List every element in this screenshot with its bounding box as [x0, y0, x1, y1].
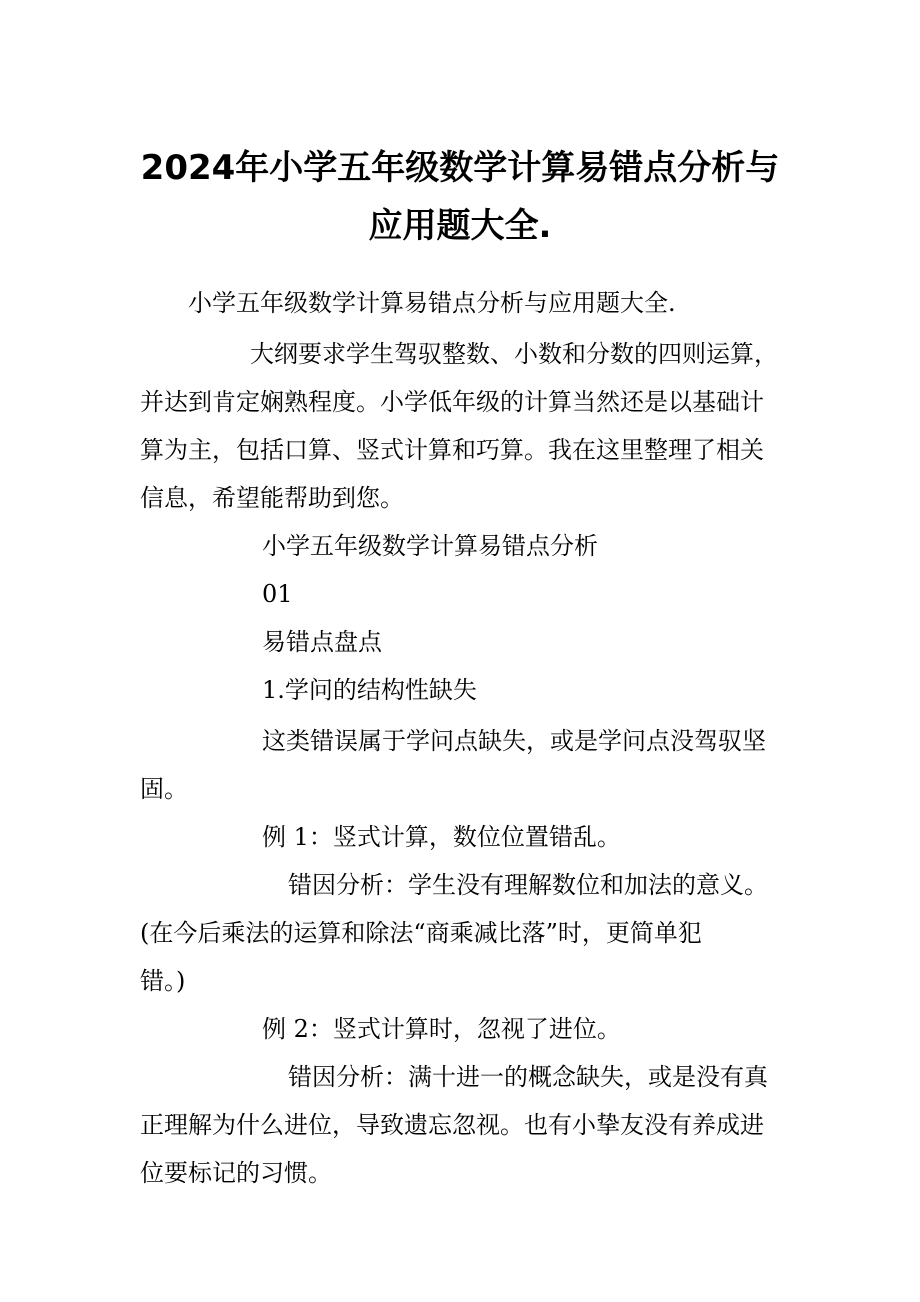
section-heading: 易错点盘点 — [262, 628, 382, 656]
document-title-line-1: 2024年小学五年级数学计算易错点分析与 — [140, 148, 780, 188]
intro-line-2: 并达到肯定娴熟程度。小学低年级的计算当然还是以基础计 — [140, 388, 764, 416]
intro-line-3: 算为主，包括口算、竖式计算和巧算。我在这里整理了相关 — [140, 436, 764, 464]
section-title: 小学五年级数学计算易错点分析 — [262, 532, 598, 560]
analysis-2-line-3: 位要标记的习惯。 — [140, 1159, 332, 1187]
item-1-description-line-2: 固。 — [140, 775, 188, 803]
item-1-description-line-1: 这类错误属于学问点缺失，或是学问点没驾驭坚 — [262, 727, 766, 755]
subtitle-paragraph: 小学五年级数学计算易错点分析与应用题大全. — [188, 289, 676, 317]
analysis-2-line-2: 正理解为什么进位，导致遗忘忽视。也有小挚友没有养成进 — [140, 1111, 764, 1139]
example-2: 例 2：竖式计算时，忽视了进位。 — [262, 1015, 621, 1043]
analysis-1-line-2: (在今后乘法的运算和除法“商乘减比落”时，更简单犯 — [140, 919, 702, 947]
example-1: 例 1：竖式计算，数位位置错乱。 — [262, 823, 621, 851]
item-1-title: 1.学问的结构性缺失 — [262, 676, 477, 704]
analysis-2-line-1: 错因分析：满十进一的概念缺失，或是没有真 — [288, 1063, 768, 1091]
analysis-1-line-1: 错因分析：学生没有理解数位和加法的意义。 — [288, 871, 768, 899]
intro-line-1: 大纲要求学生驾驭整数、小数和分数的四则运算， — [250, 340, 778, 368]
analysis-1-line-3: 错。) — [140, 967, 186, 995]
intro-line-4: 信息，希望能帮助到您。 — [140, 484, 404, 512]
document-title-line-2: 应用题大全. — [368, 206, 552, 246]
section-number: 01 — [262, 580, 293, 608]
